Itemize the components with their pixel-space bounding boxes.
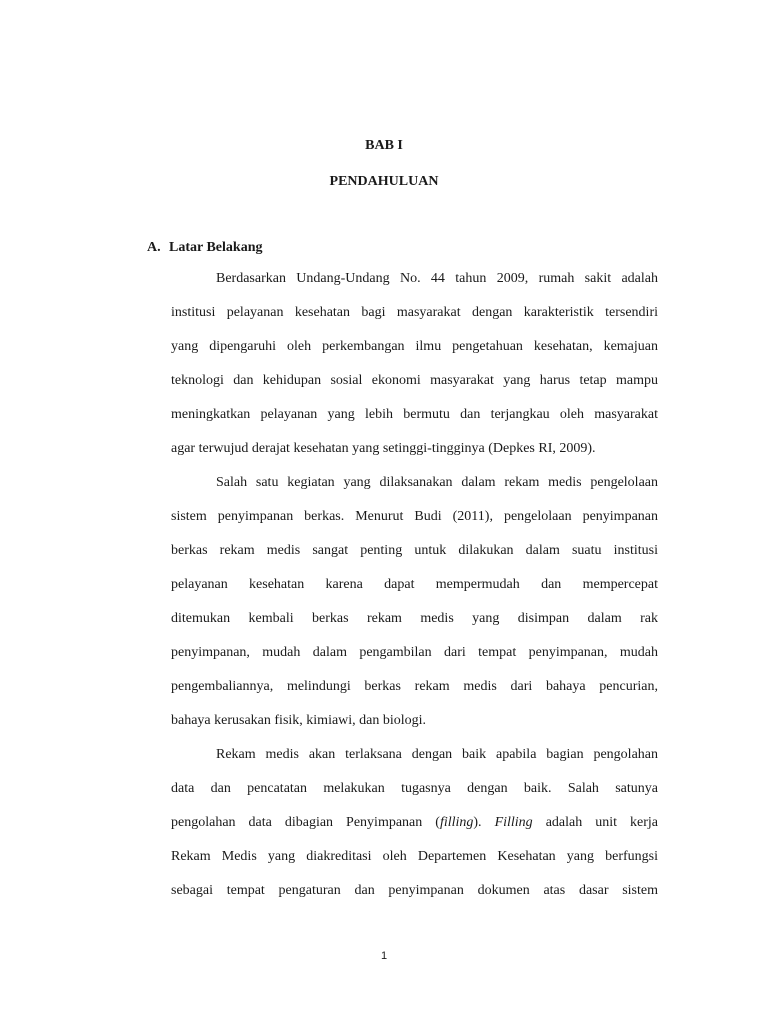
text-line: Salah satu kegiatan yang dilaksanakan dalam rekam medis pengelolaan (216, 475, 658, 490)
text-line: penyimpanan, mudah dalam pengambilan dari tempat penyimpanan, mudah (171, 645, 658, 660)
text-line: yang dipengaruhi oleh perkembangan ilmu pengetahuan kesehatan, kemajuan (171, 339, 658, 354)
text-line: data dan pencatatan melakukan tugasnya dengan baik. Salah satunya (171, 781, 658, 796)
text-segment: adalah unit kerja (532, 815, 658, 830)
paragraph-1 (171, 262, 658, 466)
italic-term: Filling (494, 815, 533, 830)
text-segment: pengolahan data dibagian Penyimpanan ( (171, 815, 440, 830)
text-line: sebagai tempat pengaturan dan penyimpanan dokumen atas dasar sistem (171, 883, 658, 898)
body-text (171, 262, 658, 908)
paragraph-3 (171, 738, 658, 908)
text-line: pelayanan kesehatan karena dapat mempermudah dan mempercepat (171, 577, 658, 592)
text-line: Berdasarkan Undang-Undang No. 44 tahun 2009, rumah sakit adalah (216, 271, 658, 286)
text-line: meningkatkan pelayanan yang lebih bermutu dan terjangkau oleh masyarakat (171, 407, 658, 422)
text-line: berkas rekam medis sangat penting untuk dilakukan dalam suatu institusi (171, 543, 658, 558)
section-heading (147, 240, 262, 256)
section-title: Latar Belakang (169, 240, 263, 255)
section-letter: A. (147, 240, 161, 255)
text-line: sistem penyimpanan berkas. Menurut Budi (2011), pengelolaan penyimpanan (171, 509, 658, 524)
italic-term: filling (439, 815, 474, 830)
text-line: institusi pelayanan kesehatan bagi masyarakat dengan karakteristik tersendiri (171, 305, 658, 320)
text-line: pengembaliannya, melindungi berkas rekam medis dari bahaya pencurian, (171, 679, 658, 694)
text-segment: ). (473, 815, 495, 830)
chapter-title: PENDAHULUAN (329, 174, 439, 189)
text-line: ditemukan kembali berkas rekam medis yang disimpan dalam rak (171, 611, 658, 626)
paragraph-2 (171, 466, 658, 738)
chapter-number: BAB I (365, 138, 403, 153)
page-number: 1 (380, 950, 388, 962)
text-line: bahaya kerusakan fisik, kimiawi, dan biologi. (171, 713, 427, 728)
text-line: teknologi dan kehidupan sosial ekonomi masyarakat yang harus tetap mampu (171, 373, 658, 388)
text-line: Rekam medis akan terlaksana dengan baik apabila bagian pengolahan (216, 747, 658, 762)
text-line-mixed (171, 806, 658, 840)
text-line: Rekam Medis yang diakreditasi oleh Departemen Kesehatan yang berfungsi (171, 849, 658, 864)
text-line: agar terwujud derajat kesehatan yang setinggi-tingginya (Depkes RI, 2009). (171, 441, 596, 456)
